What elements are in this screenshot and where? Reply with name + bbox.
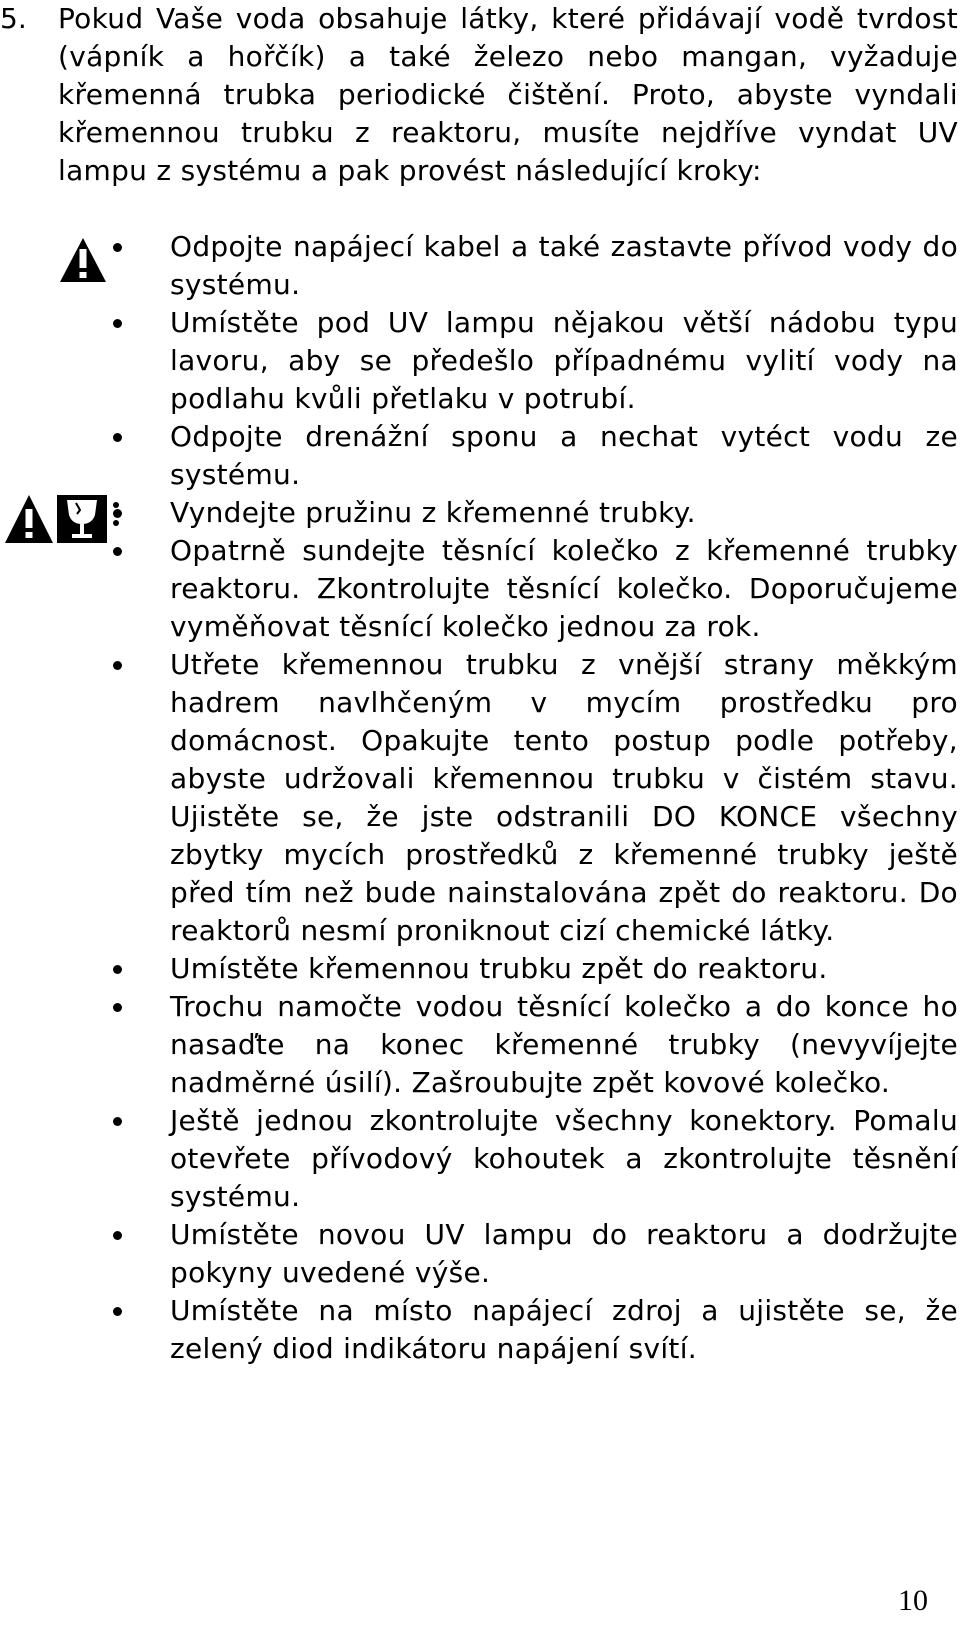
bullet-icon xyxy=(113,661,122,670)
fragile-glass-warning-icon xyxy=(4,493,120,545)
list-item xyxy=(170,988,958,1102)
step-text: Trochu namočte vodou těsnící kolečko a do konce ho nasaďte na konec křemenné trubky (nevyvíjejte nadměrné úsilí). Zašroubujte zpět kovové kolečko. xyxy=(170,990,958,1099)
step-text: Utřete křemennou trubku z vnější strany měkkým hadrem navlhčeným v mycím prostředku pro domácnost. Opakujte tento postup podle potřeby, abyste udržovali křemennou trubku v čistém stavu. Ujistěte se, že jste odstranili DO KONCE všechny zbytky mycích prostředků z křemenné trubky ještě před tím než bude nainstalována zpět do reaktoru. Do reaktorů nesmí proniknout cizí chemické látky. xyxy=(170,648,958,947)
step-text: Odpojte drenážní sponu a nechat vytéct vodu ze systému. xyxy=(170,420,958,491)
list-item xyxy=(170,1216,958,1292)
steps-list xyxy=(170,228,958,1368)
list-item xyxy=(170,1292,958,1368)
list-item xyxy=(170,532,958,646)
bullet-icon xyxy=(113,547,122,556)
list-item xyxy=(170,1102,958,1216)
step-text: Umístěte křemennou trubku zpět do reaktoru. xyxy=(170,952,828,985)
list-item xyxy=(170,646,958,950)
warning-triangle-icon xyxy=(58,236,108,284)
step-text: Umístěte novou UV lampu do reaktoru a dodržujte pokyny uvedené výše. xyxy=(170,1218,958,1289)
step-text: Opatrně sundejte těsnící kolečko z křemenné trubky reaktoru. Zkontrolujte těsnící kolečko. Doporučujeme vyměňovat těsnící kolečko jednou za rok. xyxy=(170,534,958,643)
list-item xyxy=(170,494,958,532)
step-text: Umístěte pod UV lampu nějakou větší nádobu typu lavoru, aby se předešlo případnému vylití vody na podlahu kvůli přetlaku v potrubí. xyxy=(170,306,958,415)
list-item xyxy=(170,950,958,988)
list-item xyxy=(170,228,958,304)
bullet-icon xyxy=(113,433,122,442)
step-text: Umístěte na místo napájecí zdroj a ujistěte se, že zelený diod indikátoru napájení svítí. xyxy=(170,1294,958,1365)
bullet-icon xyxy=(113,965,122,974)
page-number: 10 xyxy=(898,1584,928,1617)
intro-paragraph: Pokud Vaše voda obsahuje látky, které přidávají vodě tvrdost (vápník a hořčík) a také železo nebo mangan, vyžaduje křemenná trubka periodické čištění. Proto, abyste vyndali křemennou trubku z reaktoru, musíte nejdříve vyndat UV lampu z systému a pak provést následující kroky: xyxy=(58,2,958,187)
bullet-icon xyxy=(113,1117,122,1126)
section-number: 5. xyxy=(0,2,27,35)
bullet-icon xyxy=(113,1231,122,1240)
bullet-icon xyxy=(113,509,122,518)
bullet-icon xyxy=(113,319,122,328)
step-text: Vyndejte pružinu z křemenné trubky. xyxy=(170,496,696,529)
bullet-icon xyxy=(113,1307,122,1316)
bullet-icon xyxy=(113,1003,122,1012)
list-item xyxy=(170,304,958,418)
bullet-icon xyxy=(113,243,122,252)
list-item xyxy=(170,418,958,494)
step-text: Ještě jednou zkontrolujte všechny konektory. Pomalu otevřete přívodový kohoutek a zkontrolujte těsnění systému. xyxy=(170,1104,958,1213)
step-text: Odpojte napájecí kabel a také zastavte přívod vody do systému. xyxy=(170,230,958,301)
